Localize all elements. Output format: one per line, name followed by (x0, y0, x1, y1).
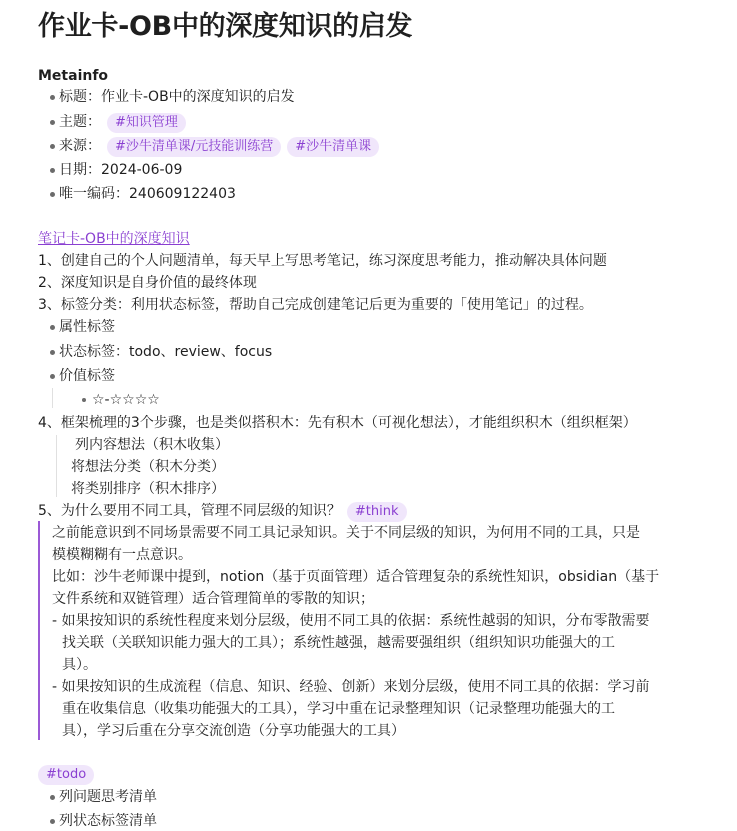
meta-date-value: 2024-06-09 (101, 162, 183, 178)
quote-line: - 如果按知识的系统性程度来划分层级，使用不同工具的依据：系统性越弱的知识，分布零散需要 (52, 613, 650, 629)
meta-id-value: 240609122403 (129, 186, 236, 202)
bullet (50, 192, 55, 197)
page-title: 作业卡-OB中的深度知识的启发 (38, 11, 413, 42)
metainfo-heading: Metainfo (38, 68, 109, 84)
meta-topic-row (59, 112, 186, 133)
quote-line: 找关联（关联知识能力强大的工具）；系统性越强，越需要强组织（组织知识功能强大的工 (62, 635, 615, 651)
topic-tag[interactable]: #知识管理 (107, 113, 186, 133)
point-4: 4、框架梳理的3个步骤，也是类似搭积木：先有积木（可视化想法），才能组织积木（组织框架） (38, 415, 637, 431)
point-5 (38, 501, 407, 522)
quote-line: 重在收集信息（收集功能强大的工具），学习中重在记录整理知识（记录整理功能强大的工 (62, 701, 615, 717)
bullet (50, 350, 55, 355)
source-tag[interactable]: #沙牛清单课/元技能训练营 (107, 137, 281, 157)
point-3-sub-1: 属性标签 (59, 319, 115, 335)
quote-line: 比如：沙牛老师课中提到，notion（基于页面管理）适合管理复杂的系统性知识，obsidian（基于 (52, 569, 660, 585)
point-4-line-2: 将想法分类（积木分类） (71, 459, 225, 475)
todo-row (38, 764, 94, 785)
meta-date-label: 日期： (59, 162, 101, 178)
bullet (50, 168, 55, 173)
meta-id-label: 唯一编码： (59, 186, 129, 202)
quote-line: 具），学习后重在分享交流创造（分享功能强大的工具） (62, 723, 405, 739)
quote-line: 之前能意识到不同场景需要不同工具记录知识。关于不同层级的知识，为何用不同的工具，只是 (52, 525, 640, 541)
meta-source-label: 来源： (59, 138, 101, 154)
meta-date-row (59, 160, 182, 180)
quote-line: 文件系统和双链管理）适合管理简单的零散的知识； (52, 591, 374, 607)
point-3-sub-2: 状态标签：todo、review、focus (59, 344, 273, 360)
point-3-sub-3: 价值标签 (59, 368, 115, 384)
bullet (50, 95, 55, 100)
todo-item-2: 列状态标签清单 (59, 813, 157, 829)
point-1: 1、创建自己的个人问题清单，每天早上写思考笔记，练习深度思考能力，推动解决具体问题 (38, 253, 607, 269)
meta-title-row (59, 87, 295, 107)
point-4-line-3: 将类别排序（积木排序） (71, 481, 225, 497)
quote-line: - 如果按知识的生成流程（信息、知识、经验、创新）来划分层级，使用不同工具的依据：学习前 (52, 679, 650, 695)
bullet (50, 374, 55, 379)
meta-id-row (59, 184, 236, 204)
todo-tag[interactable]: #todo (38, 765, 94, 785)
indent-guide (56, 435, 57, 497)
note-link[interactable]: 笔记卡-OB中的深度知识 (38, 231, 190, 247)
meta-topic-label: 主题： (59, 114, 101, 130)
bullet (50, 795, 55, 800)
point-2: 2、深度知识是自身价值的最终体现 (38, 275, 257, 291)
meta-title-value: 作业卡-OB中的深度知识的启发 (101, 89, 295, 105)
quote-line: 模模糊糊有一点意识。 (52, 547, 192, 563)
source-tag[interactable]: #沙牛清单课 (287, 137, 379, 157)
point-5-text: 5、为什么要用不同工具，管理不同层级的知识？ (38, 503, 341, 519)
bullet (82, 398, 86, 402)
meta-title-label: 标题： (59, 89, 101, 105)
bullet (50, 325, 55, 330)
todo-item-1: 列问题思考清单 (59, 789, 157, 805)
meta-source-row (59, 136, 379, 157)
bullet (50, 120, 55, 125)
quote-line: 具）。 (62, 657, 97, 673)
point-4-line-1: 列内容想法（积木收集） (75, 437, 229, 453)
think-tag[interactable]: #think (347, 502, 407, 522)
quote-bar (38, 521, 40, 740)
bullet (50, 819, 55, 824)
indent-guide (52, 388, 53, 408)
value-tag-stars: ☆-☆☆☆☆ (92, 392, 160, 408)
point-3: 3、标签分类：利用状态标签，帮助自己完成创建笔记后更为重要的「使用笔记」的过程。 (38, 297, 593, 313)
bullet (50, 144, 55, 149)
